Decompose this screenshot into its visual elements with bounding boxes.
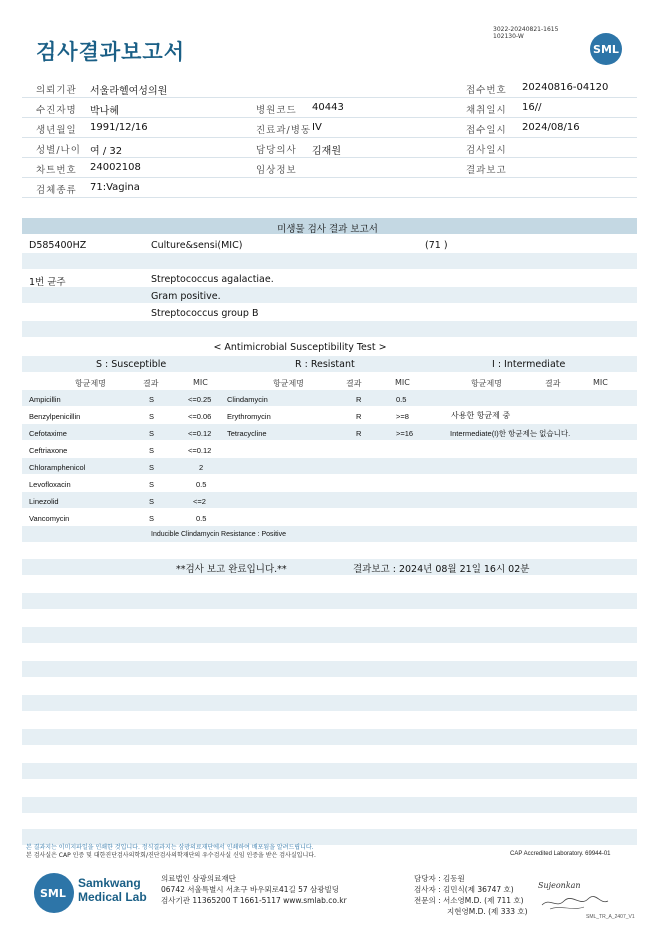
samkwang-logo-text: SML xyxy=(40,887,66,900)
row-band xyxy=(22,627,637,643)
page-title: 검사결과보고서 xyxy=(36,40,186,64)
collection-date-value: 16// xyxy=(522,102,542,113)
note-intermediate-1: 사용한 항균제 중 xyxy=(451,411,511,420)
row-band xyxy=(22,729,637,745)
row-band xyxy=(22,458,637,474)
collection-date-label: 채취일시 xyxy=(466,105,507,116)
info-row xyxy=(22,98,637,118)
institution-value: 서울라헬여성의원 xyxy=(90,86,168,97)
row-band xyxy=(22,559,637,575)
staff-specialist-2: 지현영M.D. (제 333 호) xyxy=(447,907,528,916)
drug-result: S xyxy=(149,395,155,404)
row-band xyxy=(22,695,637,711)
org-contact: 검사기관 11365200 T 1661-5117 www.smlab.co.kr xyxy=(161,896,347,905)
drug-mic: >=16 xyxy=(396,429,414,438)
drug-mic: >=8 xyxy=(396,412,409,421)
drug-mic: <=0.12 xyxy=(188,446,212,455)
legend-intermediate: I : Intermediate xyxy=(492,359,566,370)
specimen-label: 검체종류 xyxy=(36,185,77,196)
row-band xyxy=(22,390,637,406)
info-row xyxy=(22,78,637,98)
drug-name: Vancomycin xyxy=(29,514,70,523)
ast-title: < Antimicrobial Susceptibility Test > xyxy=(213,342,387,353)
disclaimer-2: 본 검사실은 CAP 인증 및 대한진단검사의학회/진단검사의학재단의 우수검사실 신임 인증을 받은 검사실입니다. xyxy=(26,852,316,859)
note-intermediate-2: Intermediate(I)한 항균제는 없습니다. xyxy=(450,429,571,438)
department-label: 진료과/병동 xyxy=(256,125,312,136)
cap-accreditation: CAP Accredited Laboratory. 69944-01 xyxy=(510,851,611,857)
receipt-date-value: 2024/08/16 xyxy=(522,122,580,133)
sml-logo xyxy=(590,33,622,65)
col-header-result: 결과 xyxy=(143,379,159,388)
hospital-code-value: 40443 xyxy=(312,102,344,113)
info-row xyxy=(22,138,637,158)
col-header-result: 결과 xyxy=(545,379,561,388)
drug-result: R xyxy=(356,395,362,404)
col-header-mic: MIC xyxy=(593,378,608,387)
drug-name: Ceftriaxone xyxy=(29,446,68,455)
section-title: 미생물 검사 결과 보고서 xyxy=(277,224,378,235)
drug-name: Benzylpenicillin xyxy=(29,412,81,421)
brand-line2: Medical Lab xyxy=(78,890,147,904)
staff-contact: 담당자 : 김동원 xyxy=(414,874,465,883)
drug-name: Chloramphenicol xyxy=(29,463,86,472)
drug-name: Levofloxacin xyxy=(29,480,71,489)
drug-result: R xyxy=(356,429,362,438)
chart-no-value: 24002108 xyxy=(90,162,141,173)
row-band xyxy=(22,763,637,779)
receipt-date-label: 접수일시 xyxy=(466,125,507,136)
drug-name: Erythromycin xyxy=(227,412,271,421)
drug-name: Ampicillin xyxy=(29,395,61,404)
drug-mic: 0.5 xyxy=(396,395,407,404)
sex-age-label: 성별/나이 xyxy=(36,145,81,156)
form-code: SML_TR_A_2407_V1 xyxy=(586,914,635,920)
patient-value: 박나혜 xyxy=(90,106,119,117)
test-date-label: 검사일시 xyxy=(466,145,507,156)
row-band xyxy=(22,253,637,269)
drug-name: Clindamycin xyxy=(227,395,268,404)
completion-message: **검사 보고 완료입니다.** xyxy=(176,564,287,575)
test-name: Culture&sensi(MIC) xyxy=(151,240,243,251)
col-header-result: 결과 xyxy=(346,379,362,388)
col-header-mic: MIC xyxy=(193,378,208,387)
drug-mic: <=2 xyxy=(193,497,206,506)
drug-mic: 2 xyxy=(199,463,204,472)
row-band xyxy=(22,526,637,542)
receipt-no-label: 접수번호 xyxy=(466,85,507,96)
disclaimer-1: 본 결과지는 이미지파일을 인쇄한 것입니다. 정식결과지는 삼광의료재단에서 인쇄하여 배포됨을 알려드립니다. xyxy=(26,844,314,851)
col-header-mic: MIC xyxy=(395,378,410,387)
legend-susceptible: S : Susceptible xyxy=(96,359,167,370)
col-header-drug: 항균제명 xyxy=(471,379,502,388)
specimen-value: 71:Vagina xyxy=(90,182,140,193)
drug-result: S xyxy=(149,412,155,421)
hospital-code-label: 병원코드 xyxy=(256,105,297,116)
institution-label: 의뢰기관 xyxy=(36,85,77,96)
row-band xyxy=(22,492,637,508)
test-code: D585400HZ xyxy=(29,240,87,251)
brand-line1: Samkwang xyxy=(78,876,141,890)
drug-mic: <=0.25 xyxy=(188,395,212,404)
drug-result: S xyxy=(149,463,155,472)
drug-name: Linezolid xyxy=(29,497,59,506)
drug-result: S xyxy=(149,514,155,523)
result-report-label: 결과보고 xyxy=(466,165,507,176)
drug-result: R xyxy=(356,412,362,421)
col-header-drug: 항균제명 xyxy=(75,379,106,388)
clinical-label: 임상정보 xyxy=(256,165,297,176)
org-name: 의료법인 삼광의료재단 xyxy=(161,874,236,883)
birth-value: 1991/12/16 xyxy=(90,122,148,133)
sex-age-value: 여 / 32 xyxy=(90,146,123,157)
drug-result: S xyxy=(149,480,155,489)
drug-result: S xyxy=(149,446,155,455)
col-header-drug: 항균제명 xyxy=(273,379,304,388)
patient-label: 수진자명 xyxy=(36,105,77,116)
drug-name: Tetracycline xyxy=(227,429,267,438)
drug-mic: 0.5 xyxy=(196,480,207,489)
doctor-value: 김재원 xyxy=(312,146,341,157)
department-value: IV xyxy=(312,122,322,133)
chart-no-label: 차트번호 xyxy=(36,165,77,176)
row-band xyxy=(22,287,637,303)
row-band xyxy=(22,661,637,677)
legend-resistant: R : Resistant xyxy=(295,359,355,370)
sml-logo-text: SML xyxy=(593,42,619,56)
organism-line: Streptococcus agalactiae. xyxy=(151,274,274,285)
birth-label: 생년월일 xyxy=(36,125,77,136)
drug-mic: <=0.12 xyxy=(188,429,212,438)
row-band xyxy=(22,321,637,337)
receipt-no-value: 20240816-04120 xyxy=(522,82,609,93)
staff-tester: 검사자 : 김민식(제 36747 호) xyxy=(414,885,514,894)
test-suffix: (71 ) xyxy=(425,240,448,251)
specialist-signature xyxy=(540,893,610,913)
row-band xyxy=(22,797,637,813)
organism-line: Streptococcus group B xyxy=(151,308,259,319)
result-report-time: 결과보고 : 2024년 08월 21일 16시 02분 xyxy=(353,564,530,575)
document-number-line1: 3022-20240821-1615 xyxy=(493,26,559,33)
info-row xyxy=(22,158,637,178)
org-address: 06742 서울특별시 서초구 바우뫼로41길 57 삼광빌딩 xyxy=(161,885,340,894)
staff-specialist-1: 전문의 : 서소영M.D. (제 711 호) xyxy=(414,896,524,905)
inducible-note: Inducible Clindamycin Resistance : Positive xyxy=(151,531,287,538)
row-band xyxy=(22,593,637,609)
organism-label: 1번 균주 xyxy=(29,277,66,288)
info-row xyxy=(22,118,637,138)
drug-mic: 0.5 xyxy=(196,514,207,523)
drug-result: S xyxy=(149,429,155,438)
info-row xyxy=(22,178,637,198)
drug-name: Cefotaxime xyxy=(29,429,67,438)
organism-line: Gram positive. xyxy=(151,291,221,302)
tester-signature: Sujeonkan xyxy=(538,881,581,890)
drug-mic: <=0.06 xyxy=(188,412,212,421)
drug-result: S xyxy=(149,497,155,506)
document-number-line2: 102130-W xyxy=(493,33,524,40)
document-number xyxy=(493,26,558,40)
doctor-label: 담당의사 xyxy=(256,145,297,156)
